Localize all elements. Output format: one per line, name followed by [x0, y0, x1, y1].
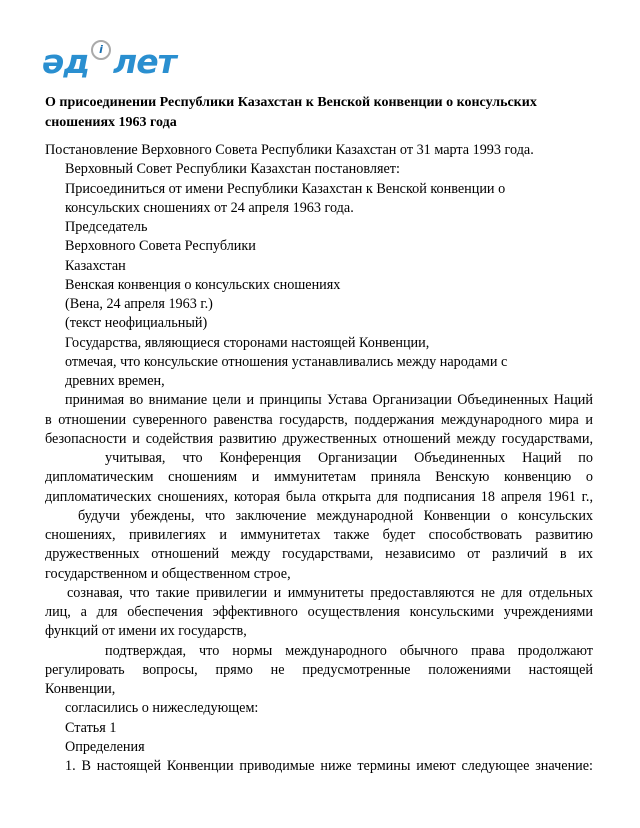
title-line: сношениях 1963 года: [45, 115, 177, 130]
text-line: Определения: [65, 738, 145, 755]
text-line: Статья 1: [65, 719, 117, 736]
text-line: сношениях, привилегиях и иммунитетах также будет способствовать развитию: [45, 527, 593, 543]
text-line: сознавая, что такие привилегии и иммунитеты предоставляются не для отдельных: [67, 584, 593, 601]
info-icon: і: [91, 40, 111, 60]
text-line: Государства, являющиеся сторонами настоящей Конвенции,: [65, 334, 430, 351]
text-line: государственном и общественном строе,: [45, 565, 291, 582]
text-line: учитывая, что Конференция Организации Объединенных Наций по: [105, 450, 593, 466]
text-line: Постановление Верховного Совета Республики Казахстан от 31 марта 1993 года.: [45, 142, 534, 158]
text-line: дружественных отношений между государствами, независимо от различий в их: [45, 546, 593, 563]
text-line: Венская конвенция о консульских сношениях: [65, 276, 341, 293]
document-body: [45, 141, 593, 776]
text-line: Конвенции,: [45, 681, 116, 697]
text-line: Верховного Совета Республики: [65, 238, 256, 255]
text-line: функций от имени их государств,: [45, 623, 247, 640]
logo-part: әд: [42, 42, 90, 81]
text-line: дипломатических сношениях, которая была открыта для подписания 18 апреля 1961 г.,: [45, 488, 593, 505]
text-line: подтверждая, что нормы международного обычного права продолжают: [105, 642, 593, 659]
text-line: лиц, а для обеспечения эффективного осуществления консульскими учреждениями: [45, 604, 593, 620]
document-title: [45, 93, 593, 133]
text-line: в отношении суверенного равенства государств, поддержания международного мира и: [45, 411, 593, 428]
text-line: дипломатическим сношениям и иммунитетам приняла Венскую конвенцию о: [45, 469, 593, 486]
text-line: Верховный Совет Республики Казахстан постановляет:: [65, 161, 400, 178]
text-line: регулировать вопросы, прямо не предусмотренные положениями настоящей: [45, 661, 593, 678]
text-line: отмечая, что консульские отношения устанавливались между народами с: [65, 353, 508, 370]
text-line: консульских сношениях от 24 апреля 1963 года.: [65, 199, 354, 216]
text-line: Председатель: [65, 219, 148, 235]
text-line: древних времен,: [65, 373, 165, 389]
adilet-logo[interactable]: [42, 40, 593, 82]
text-line: принимая во внимание цели и принципы Устава Организации Объединенных Наций: [65, 392, 593, 409]
text-line: (Вена, 24 апреля 1963 г.): [65, 296, 213, 312]
text-line: Казахстан: [65, 257, 126, 274]
text-line: безопасности и содействия развитию дружественных отношений между государствами,: [45, 430, 593, 447]
text-line: Присоединиться от имени Республики Казахстан к Венской конвенции о: [65, 180, 506, 197]
text-line: будучи убеждены, что заключение международной Конвенции о консульских: [78, 507, 593, 524]
text-line: (текст неофициальный): [65, 315, 208, 332]
logo-part: лет: [113, 42, 176, 81]
text-line: 1. В настоящей Конвенции приводимые ниже термины имеют следующее значение:: [65, 758, 593, 774]
title-line: О присоединении Республики Казахстан к Венской конвенции о консульских: [45, 95, 537, 110]
text-line: согласились о нижеследующем:: [65, 700, 259, 717]
